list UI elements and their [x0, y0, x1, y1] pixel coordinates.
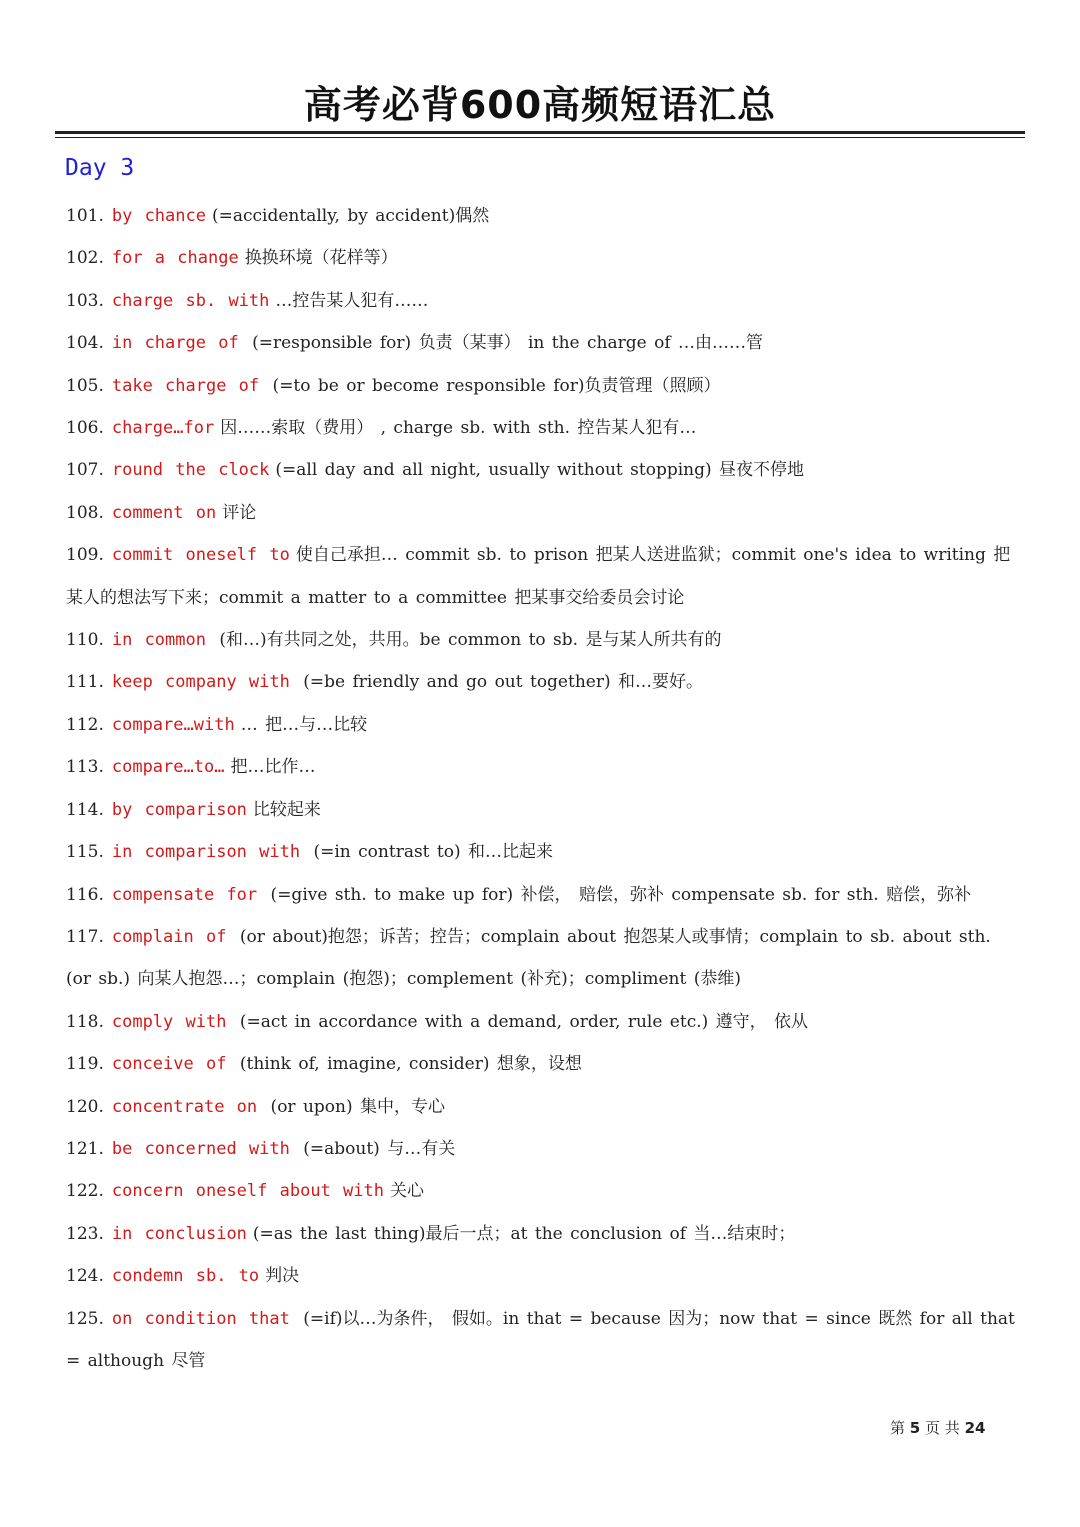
entry-phrase: in conclusion — [111, 1223, 247, 1244]
entry-number: 125. — [66, 1308, 104, 1329]
phrase-entry — [66, 1170, 1018, 1212]
entry-number: 121. — [66, 1138, 104, 1159]
entry-definition: 评论 — [222, 502, 257, 523]
entry-phrase: complain of — [111, 926, 227, 947]
entry-phrase: compare…to… — [111, 757, 225, 778]
entry-number: 115. — [66, 842, 104, 863]
entry-definition: 使自己承担… commit sb. to prison 把某人送进监狱；commit one's idea to writing 把某人的想法写下来；commit a matter to a committee 把某事交给委员会讨论 — [66, 545, 1011, 608]
phrase-entry — [66, 322, 1018, 364]
entry-definition: (=give sth. to make up for) 补偿， 赔偿，弥补 compensate sb. for sth. 赔偿，弥补 — [263, 884, 972, 905]
entry-phrase: in comparison with — [111, 842, 301, 863]
title-rule-thin — [55, 137, 1025, 138]
entry-definition: (=if)以…为条件， 假如。in that = because 因为；now that = since 既然 for all that = although 尽管 — [66, 1308, 1015, 1371]
entry-number: 113. — [66, 757, 104, 778]
entry-number: 106. — [66, 418, 104, 439]
entry-definition: (=all day and all night, usually without stopping) 昼夜不停地 — [275, 460, 805, 481]
day-heading: Day 3 — [65, 155, 135, 181]
entry-definition: (=act in accordance with a demand, order, rule etc.) 遵守， 依从 — [232, 1011, 809, 1032]
entry-phrase: by chance — [111, 206, 206, 226]
footer-total-pages: 24 — [964, 1419, 986, 1437]
entry-phrase: concentrate on — [111, 1096, 258, 1117]
entry-phrase: keep company with — [111, 672, 290, 693]
phrase-entry — [66, 280, 1018, 322]
entry-definition: 比较起来 — [252, 799, 321, 820]
entry-number: 108. — [66, 502, 104, 523]
entry-definition: 判决 — [265, 1266, 300, 1287]
entry-phrase: by comparison — [111, 799, 247, 820]
entry-phrase: round the clock — [111, 460, 270, 481]
entry-number: 101. — [66, 206, 104, 226]
phrase-entry — [66, 1255, 1018, 1297]
entry-definition: (=about) 与…有关 — [295, 1138, 456, 1159]
phrase-entry — [66, 1298, 1018, 1383]
entry-phrase: charge…for — [111, 418, 215, 439]
phrase-entry — [66, 619, 1018, 661]
entry-definition: (think of, imagine, consider) 想象，设想 — [232, 1054, 582, 1075]
entry-definition: … 把…与…比较 — [240, 714, 368, 735]
entry-phrase: concern oneself about with — [111, 1181, 384, 1202]
phrase-entry — [66, 492, 1018, 534]
entry-number: 110. — [66, 630, 104, 651]
entry-number: 103. — [66, 290, 104, 311]
entry-number: 117. — [66, 926, 104, 947]
entry-number: 105. — [66, 375, 104, 396]
phrase-entry — [66, 237, 1018, 279]
entry-number: 104. — [66, 333, 104, 354]
entry-definition: 换换环境（花样等） — [244, 248, 398, 269]
page-title: 高考必背600高频短语汇总 — [303, 83, 777, 127]
entry-number: 112. — [66, 714, 104, 735]
phrase-entry — [66, 407, 1018, 449]
entry-number: 102. — [66, 248, 104, 269]
phrase-entry — [66, 916, 1018, 1001]
phrase-entry — [66, 789, 1018, 831]
entry-phrase: charge sb. with — [111, 290, 270, 311]
entry-number: 119. — [66, 1054, 104, 1075]
footer-page-number: 5 — [909, 1419, 921, 1437]
entry-definition: (=in contrast to) 和…比起来 — [306, 842, 554, 863]
entry-definition: 因……索取（费用） , charge sb. with sth. 控告某人犯有… — [220, 418, 697, 439]
entry-phrase: compensate for — [111, 884, 258, 905]
entry-number: 114. — [66, 799, 104, 820]
entry-definition: 把…比作… — [230, 757, 316, 778]
phrase-entry — [66, 449, 1018, 491]
phrase-entry — [66, 534, 1018, 619]
entry-definition: 关心 — [389, 1181, 424, 1202]
entry-phrase: be concerned with — [111, 1138, 290, 1159]
entry-phrase: in charge of — [111, 333, 239, 354]
entry-phrase: in common — [111, 630, 206, 651]
entry-number: 107. — [66, 460, 104, 481]
entry-definition: (=as the last thing)最后一点；at the conclusion of 当…结束时； — [252, 1223, 796, 1244]
entry-phrase: conceive of — [111, 1054, 227, 1075]
phrase-entry — [66, 1043, 1018, 1085]
entry-definition: (=be friendly and go out together) 和…要好。 — [295, 672, 704, 693]
entry-phrase: comply with — [111, 1011, 227, 1032]
entry-number: 116. — [66, 884, 104, 905]
phrase-entry — [66, 195, 1018, 237]
phrase-list — [66, 195, 1018, 1382]
entry-number: 122. — [66, 1181, 104, 1202]
entry-number: 109. — [66, 545, 104, 566]
entry-phrase: comment on — [111, 502, 217, 523]
entry-phrase: compare…with — [111, 714, 235, 735]
phrase-entry — [66, 704, 1018, 746]
footer-prefix: 第 — [890, 1419, 906, 1437]
entry-number: 111. — [66, 672, 104, 693]
page-footer — [890, 1416, 985, 1440]
phrase-entry — [66, 1086, 1018, 1128]
entry-definition: (or upon) 集中，专心 — [263, 1096, 446, 1117]
entry-number: 120. — [66, 1096, 104, 1117]
entry-definition: (=to be or become responsible for)负责管理（照顾） — [265, 375, 721, 396]
phrase-entry — [66, 746, 1018, 788]
phrase-entry — [66, 365, 1018, 407]
entry-definition: (=responsible for) 负责（某事） in the charge of …由……管 — [244, 333, 764, 354]
entry-definition: (和…)有共同之处，共用。be common to sb. 是与某人所共有的 — [211, 630, 722, 651]
phrase-entry — [66, 831, 1018, 873]
phrase-entry — [66, 661, 1018, 703]
title-rule-thick — [55, 131, 1025, 134]
entry-number: 118. — [66, 1011, 104, 1032]
entry-phrase: condemn sb. to — [111, 1266, 260, 1287]
entry-definition: (=accidentally, by accident)偶然 — [211, 206, 490, 226]
entry-phrase: for a change — [111, 248, 239, 269]
entry-definition: (or about)抱怨；诉苦；控告；complain about 抱怨某人或事情；complain to sb. about sth. (or sb.) 向某人抱怨…；complain (抱怨)；complement (补充)；compliment (恭维) — [66, 926, 991, 990]
phrase-entry — [66, 1001, 1018, 1043]
entry-phrase: on condition that — [111, 1308, 290, 1329]
entry-phrase: take charge of — [111, 375, 260, 396]
entry-definition: …控告某人犯有…… — [275, 290, 429, 311]
phrase-entry — [66, 1128, 1018, 1170]
entry-phrase: commit oneself to — [111, 545, 290, 566]
phrase-entry — [66, 1213, 1018, 1255]
footer-mid: 页 共 — [925, 1419, 960, 1437]
entry-number: 124. — [66, 1266, 104, 1287]
phrase-entry — [66, 874, 1018, 916]
entry-number: 123. — [66, 1223, 104, 1244]
